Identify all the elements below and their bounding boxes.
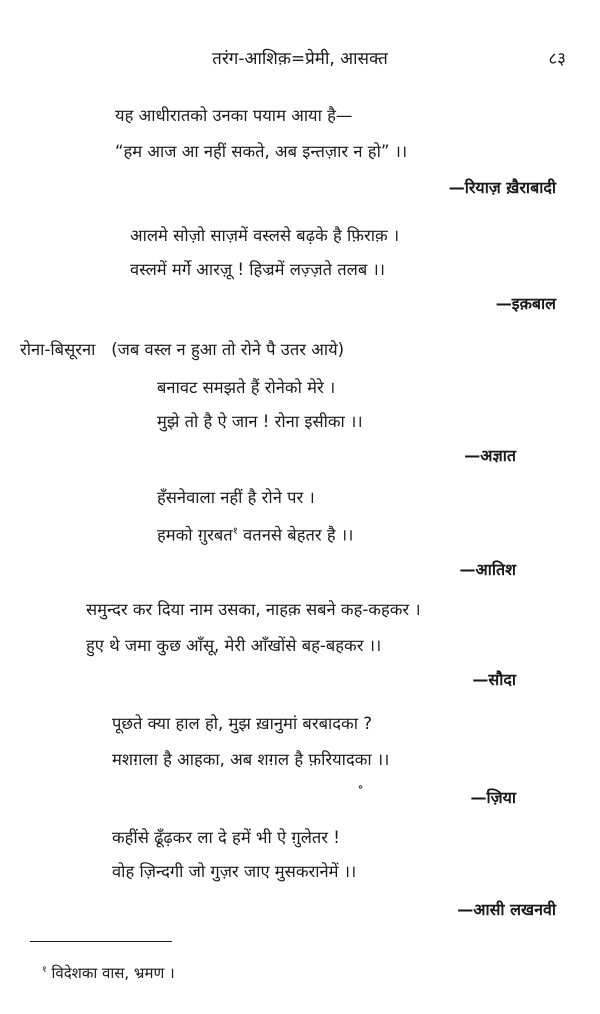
verse-line: हँसनेवाला नहीं है रोने पर ।: [157, 488, 315, 507]
footnote: [42, 962, 175, 983]
verse-line: वोह ज़िन्दगी जो गुज़र जाए मुसकरानेमें ।।: [112, 862, 357, 881]
poet-attribution: —इक़बाल: [495, 294, 556, 313]
footnote-marker: १: [42, 965, 47, 975]
verse-line: वस्लमें मर्गे आरज़ू ! हिज्रमें लज़्ज़ते तलब ।।: [130, 260, 386, 279]
verse-text: हमको ग़ुरबत: [157, 525, 233, 545]
verse-line: मशग़ला है आहका, अब शग़ल है फ़रियादका ।।: [112, 750, 390, 769]
footnote-text: विदेशका वास, भ्रमण ।: [51, 964, 175, 982]
verse-line: मुझे तो है ऐ जान ! रोना इसीका ।।: [157, 412, 363, 431]
verse-line: “हम आज आ नहीं सकते, अब इन्तज़ार न हो” ।।: [115, 142, 408, 161]
footnote-divider: [30, 941, 172, 942]
page-number: ८३: [548, 49, 566, 69]
verse-line: [157, 522, 353, 546]
poet-attribution: —आतिश: [459, 560, 516, 579]
poet-attribution: —अज्ञात: [464, 446, 516, 465]
section-heading: [20, 340, 344, 360]
poet-attribution: —रियाज़ ख़ैराबादी: [448, 178, 556, 197]
section-note: (जब वस्ल न हुआ तो रोने पै उतर आये): [111, 340, 345, 359]
poet-attribution: —सौदा: [472, 670, 516, 689]
section-title: रोना-बिसूरना: [20, 340, 96, 359]
poet-attribution: —आसी लखनवी: [457, 900, 556, 919]
running-header: तरंग-आशिक़=प्रेमी, आसक्त: [212, 49, 388, 69]
ink-speck: ॰: [358, 781, 364, 795]
verse-line: हुए थे जमा कुछ आँसू, मेरी आँखोंसे बह-बहकर ।।: [86, 636, 382, 655]
verse-line: समुन्दर कर दिया नाम उसका, नाहक़ सबने कह-कहकर ।: [86, 600, 421, 619]
footnote-ref: १: [232, 526, 238, 537]
poet-attribution: —ज़िया: [470, 788, 516, 807]
verse-line: यह आधीरातको उनका पयाम आया है—: [115, 106, 353, 125]
verse-line: आलमे सोज़ो साज़में वस्लसे बढ़के है फ़िराक़ ।: [130, 226, 400, 245]
verse-line: पूछते क्या हाल हो, मुझ ख़ानुमां बरबादका ?: [112, 714, 372, 733]
verse-text: वतनसे बेहतर है ।।: [237, 525, 354, 545]
verse-line: कहींसे ढूँढ़कर ला दे हमें भी ऐ ग़ुलेतर !: [112, 828, 340, 847]
verse-line: बनावट समझते हैं रोनेको मेरे ।: [157, 378, 336, 397]
